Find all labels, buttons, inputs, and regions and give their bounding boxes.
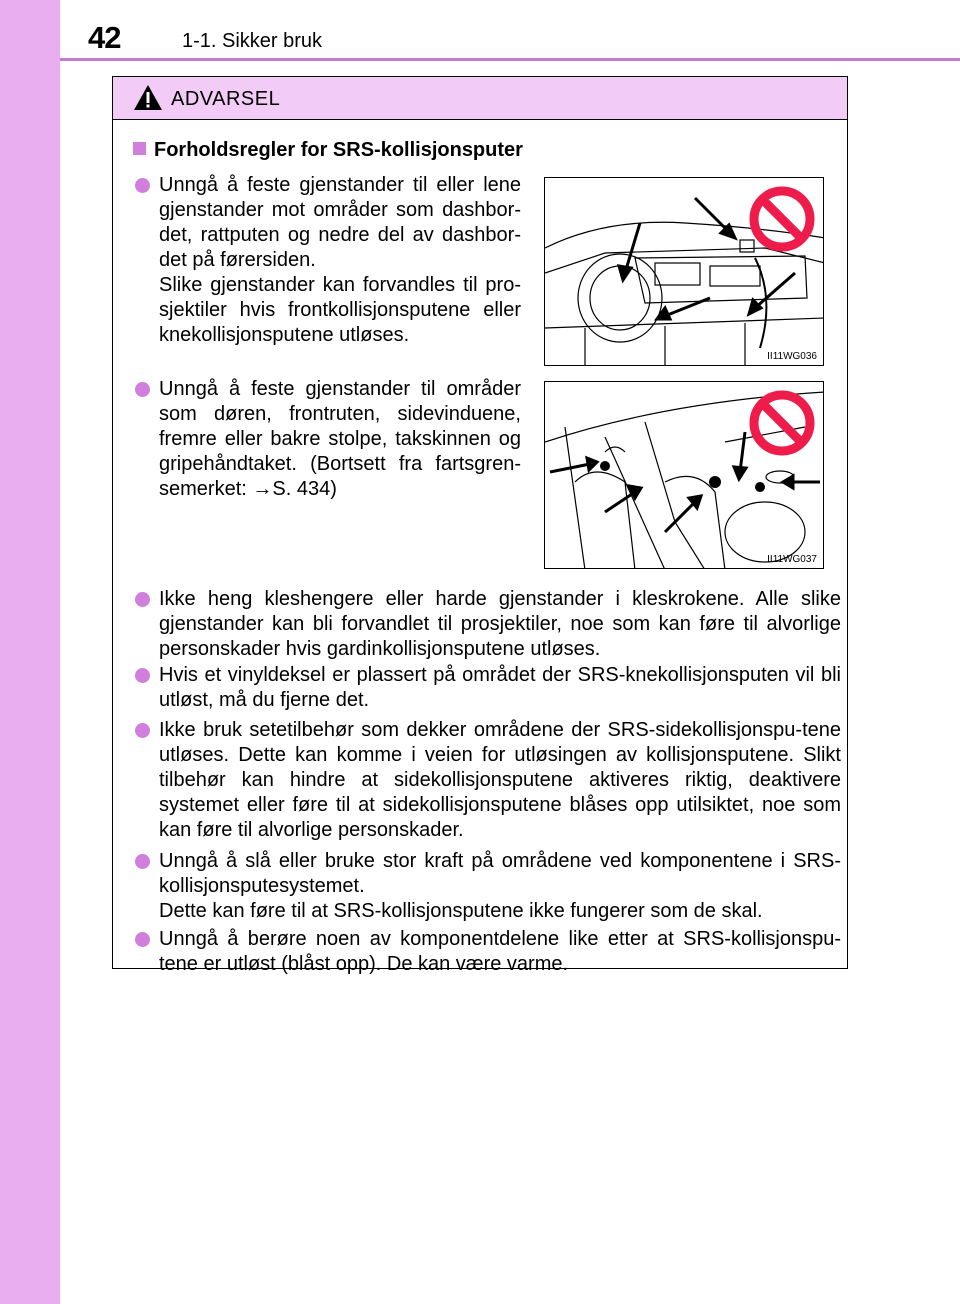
round-bullet-icon bbox=[135, 854, 150, 869]
list-item bbox=[159, 718, 841, 843]
section-title: 1-1. Sikker bruk bbox=[182, 30, 323, 52]
warning-header bbox=[113, 77, 847, 120]
warning-box bbox=[112, 76, 848, 975]
header-rule bbox=[60, 58, 960, 61]
bullet-text-wrap bbox=[159, 377, 521, 502]
round-bullet-icon bbox=[135, 723, 150, 738]
bullet-text: Ikke heng kleshengere eller harde gjenstander i kleskrokene. Alle slike gjenstander kan bli forvandlet til prosjektiler, noe som kan føre til alvorlige personskader hvis gardinkollisjonsputene utløses. bbox=[159, 588, 841, 660]
round-bullet-icon bbox=[135, 178, 150, 193]
page-number: 42 bbox=[88, 20, 121, 55]
bullet-text: Hvis et vinyldeksel er plassert på området der SRS-knekollisjonsputen vil bli utløst, må du fjerne det. bbox=[159, 664, 841, 711]
warning-triangle-icon bbox=[133, 84, 163, 111]
list-item bbox=[159, 663, 841, 713]
round-bullet-icon bbox=[135, 592, 150, 607]
prohibition-icon bbox=[749, 186, 815, 252]
bullet-text: Unngå å berøre noen av komponentdelene like etter at SRS-kollisjonspu-tene er utløst (blåst opp). De kan være varme. bbox=[159, 928, 841, 975]
list-item bbox=[159, 377, 521, 502]
bullet-text: Unngå å feste gjenstander til eller lene gjenstander mot områder som dashbor-det, rattputen og nedre del av dashbor-det på førersiden. bbox=[159, 174, 521, 271]
prohibition-icon bbox=[749, 390, 815, 456]
bullet-text: Unngå å feste gjenstander til områder som døren, frontruten, sidevinduene, fremre eller bakre stolpe, takskinnen og gripehåndtaket. (Bortsett fra fartsgren-semerket: bbox=[159, 378, 521, 500]
warning-subheading bbox=[133, 139, 523, 162]
list-item bbox=[159, 587, 841, 662]
bullet-text: Unngå å slå eller bruke stor kraft på områdene ved komponentene i SRS-kollisjonsputesystemet. bbox=[159, 850, 841, 897]
bullet-text-2: Slike gjenstander kan forvandles til pro-sjektiler hvis frontkollisjonsputene eller knekollisjonsputene utløses. bbox=[159, 274, 521, 346]
side-color-band bbox=[0, 0, 60, 1304]
list-item bbox=[159, 927, 841, 977]
round-bullet-icon bbox=[135, 932, 150, 947]
page-reference[interactable]: S. 434) bbox=[272, 478, 337, 500]
arrow-icon: → bbox=[252, 478, 273, 500]
square-bullet-icon bbox=[133, 142, 146, 155]
round-bullet-icon bbox=[135, 382, 150, 397]
figure-code: II11WG037 bbox=[767, 554, 817, 565]
round-bullet-icon bbox=[135, 668, 150, 683]
figure-code: II11WG036 bbox=[767, 351, 817, 362]
subheading-text: Forholdsregler for SRS-kollisjonsputer bbox=[154, 139, 523, 161]
bullet-text-2: Dette kan føre til at SRS-kollisjonsputene ikke fungerer som de skal. bbox=[159, 900, 763, 922]
dashboard-illustration bbox=[544, 177, 824, 366]
list-item bbox=[159, 849, 841, 924]
list-item bbox=[159, 173, 521, 348]
warning-title: ADVARSEL bbox=[171, 88, 281, 110]
bullet-text: Ikke bruk setetilbehør som dekker områdene der SRS-sidekollisjonspu-tene utløses. Dette kan komme i veien for utløsingen av kollisjonsputene. Slikt tilbehør kan hindre at sidekollisjonsputene aktiveres riktig, deaktivere systemet eller føre til at sidekollisjonsputene blåses opp utilsiktet, noe som kan føre til alvorlige personskader. bbox=[159, 719, 841, 841]
cabin-illustration bbox=[544, 381, 824, 569]
